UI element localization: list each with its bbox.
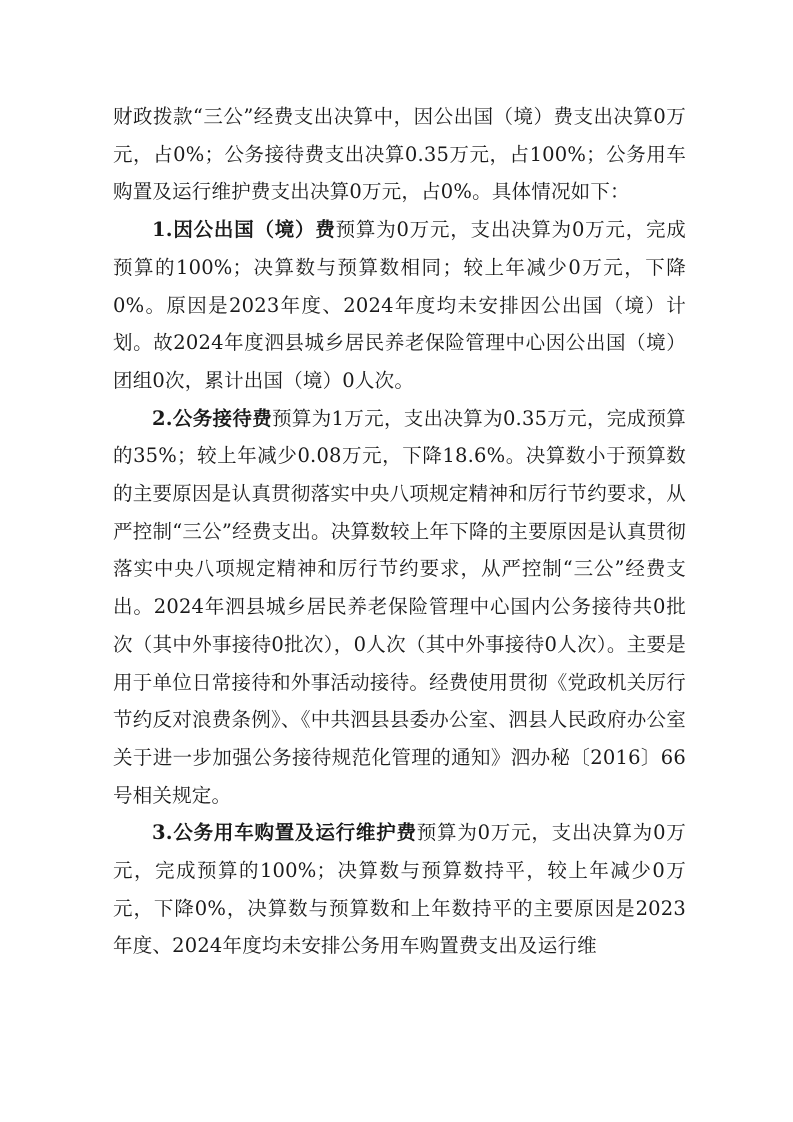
section-2-text: 预算为1万元，支出决算为0.35万元，完成预算的35%；较上年减少0.08万元，下降18.6%。决算数小于预算数的主要原因是认真贯彻落实中央八项规定精神和厉行节约要求，从严控制“三公”经费支出。决算数较上年下降的主要原因是认真贯彻落实中央八项规定精神和厉行节约要求，从严控制“三公”经费支出。2024年泗县城乡居民养老保险管理中心国内公务接待共0批次（其中外事接待0批次），0人次（其中外事接待0人次）。主要是用于单位日常接待和外事活动接待。经费使用贯彻《党政机关厉行节约反对浪费条例》、《中共泗县县委办公室、泗县人民政府办公室关于进一步加强公务接待规范化管理的通知》泗办秘〔2016〕66号相关规定。	[113, 406, 686, 807]
section-3-heading: 3.公务用车购置及运行维护费	[152, 821, 417, 845]
body-text	[113, 98, 686, 965]
section-1-paragraph	[113, 211, 686, 400]
section-2-heading: 2.公务接待费	[152, 406, 273, 430]
paragraph-text: 财政拨款“三公”经费支出决算中，因公出国（境）费支出决算0万元，占0%；公务接待费支出决算0.35万元，占100%；公务用车购置及运行维护费支出决算0万元，占0%。具体情况如下：	[113, 105, 686, 204]
section-3-paragraph	[113, 814, 686, 965]
intro-paragraph	[113, 98, 686, 211]
section-2-paragraph	[113, 400, 686, 815]
section-1-text: 预算为0万元，支出决算为0万元，完成预算的100%；决算数与预算数相同；较上年减少0万元，下降0%。原因是2023年度、2024年度均未安排因公出国（境）计划。故2024年度泗县城乡居民养老保险管理中心因公出国（境）团组0次，累计出国（境）0人次。	[113, 218, 686, 392]
section-3-text: 预算为0万元，支出决算为0万元，完成预算的100%；决算数与预算数持平，较上年减少0万元，下降0%，决算数与预算数和上年数持平的主要原因是2023年度、2024年度均未安排公务用车购置费支出及运行维	[113, 821, 686, 958]
section-1-heading: 1.因公出国（境）费	[152, 218, 336, 242]
